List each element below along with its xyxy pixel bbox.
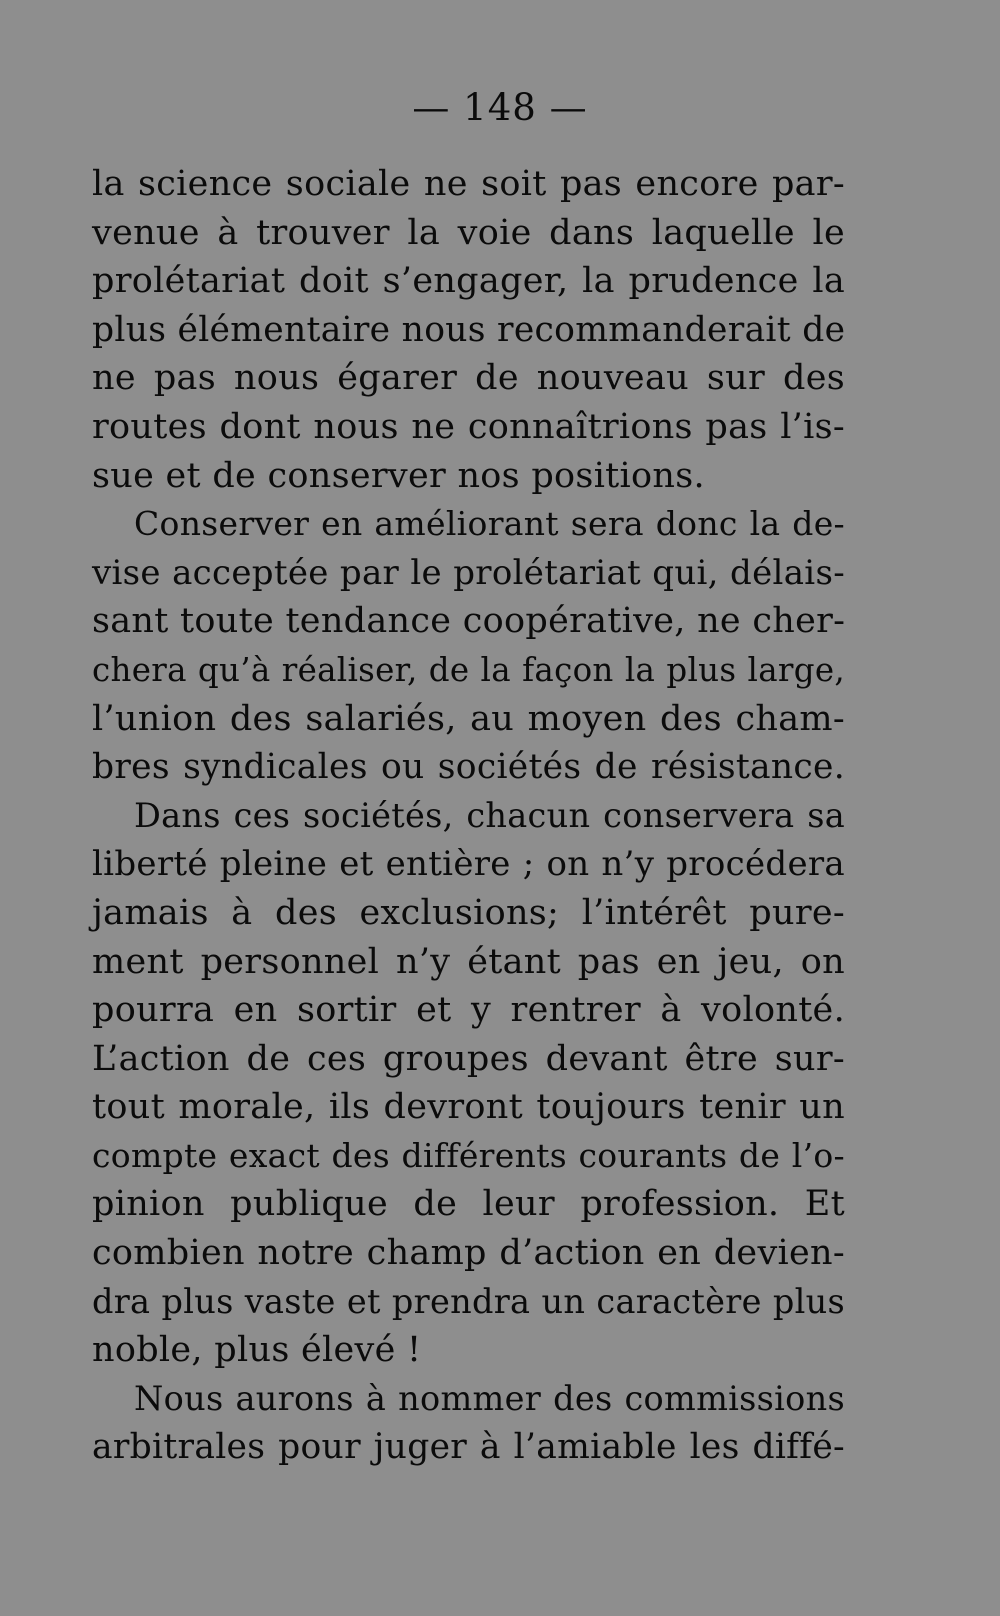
text-line: prolétariat doit s’engager, la prudence la	[92, 261, 845, 302]
text-line: liberté pleine et entière ; on n’y procédera	[92, 844, 845, 885]
text-line: sue et de conserver nos positions.	[92, 455, 705, 496]
text-line: la science sociale ne soit pas encore par-	[92, 164, 845, 204]
text-line: sant toute tendance coopérative, ne cher-	[92, 601, 846, 642]
text-line: routes dont nous ne connaîtrions pas l’is-	[92, 406, 845, 447]
page-number: — 148 —	[412, 86, 588, 129]
text-line: arbitrales pour juger à l’amiable les diffé-	[92, 1427, 845, 1468]
text-line: jamais à des exclusions; l’intérêt pure-	[92, 892, 845, 933]
text-line: tout morale, ils devront toujours tenir un	[92, 1087, 845, 1128]
text-line: ment personnel n’y étant pas en jeu, on	[92, 941, 845, 982]
text-line: Nous aurons à nommer des commissions	[134, 1378, 845, 1418]
text-line: noble, plus élevé !	[92, 1330, 422, 1371]
text-line: l’union des salariés, au moyen des cham-	[92, 698, 845, 739]
text-line: plus élémentaire nous recommanderait de	[92, 309, 846, 350]
text-line: pinion publique de leur profession. Et	[92, 1184, 845, 1225]
text-line: L’action de ces groupes devant être sur-	[92, 1038, 845, 1079]
text-line: compte exact des différents courants de l’o-	[92, 1135, 845, 1175]
text-line: dra plus vaste et prendra un caractère plus	[92, 1281, 845, 1321]
text-line: venue à trouver la voie dans laquelle le	[92, 212, 845, 253]
text-line: Dans ces sociétés, chacun conservera sa	[134, 795, 845, 835]
text-line: vise acceptée par le prolétariat qui, délais-	[92, 552, 845, 593]
text-line: bres syndicales ou sociétés de résistance.	[92, 747, 845, 788]
text-line: ne pas nous égarer de nouveau sur des	[92, 358, 845, 399]
text-line: combien notre champ d’action en devien-	[92, 1233, 845, 1274]
body-text	[92, 160, 845, 1472]
text-line: Conserver en améliorant sera donc la de-	[134, 504, 845, 544]
text-line: chera qu’à réaliser, de la façon la plus large,	[92, 650, 845, 689]
text-line: pourra en sortir et y rentrer à volonté.	[92, 990, 845, 1031]
